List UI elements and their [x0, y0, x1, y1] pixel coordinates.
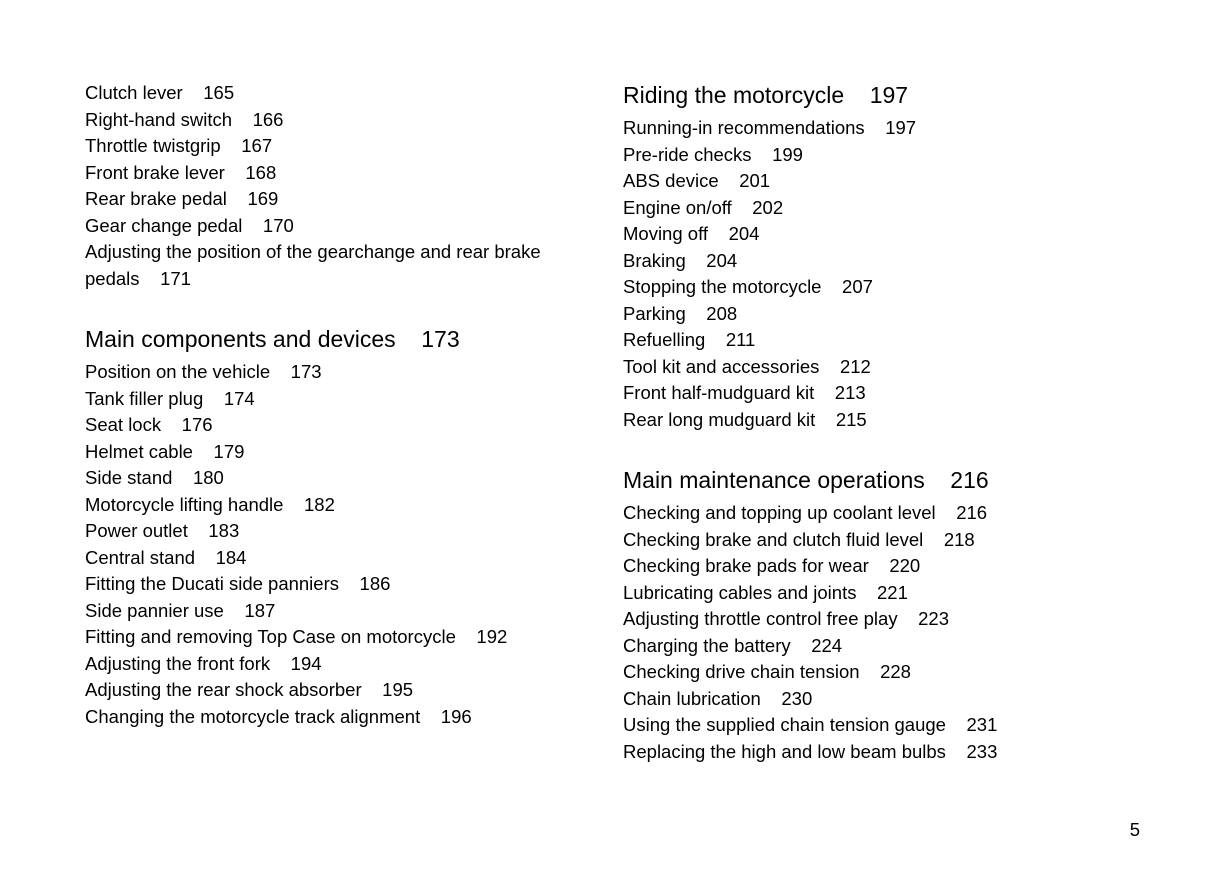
- toc-section-riding: [623, 80, 1123, 433]
- toc-entry: Seat lock 176: [85, 414, 213, 435]
- toc-entry: Moving off 204: [623, 223, 760, 244]
- toc-entry: Charging the battery 224: [623, 634, 843, 656]
- toc-entry: Checking and topping up coolant level 216: [623, 502, 988, 523]
- toc-entry: Refuelling 211: [623, 329, 756, 350]
- toc-entry: Parking 208: [623, 302, 738, 324]
- toc-entry: Gear change pedal 170: [85, 214, 294, 236]
- toc-entry: Right-hand switch 166: [85, 108, 284, 130]
- toc-entry: Using the supplied chain tension gauge 231: [623, 714, 998, 735]
- toc-entry: Adjusting the position of the gearchange and rear brake pedals 171: [85, 241, 546, 289]
- toc-continued-list: [85, 80, 585, 292]
- toc-entry: Tool kit and accessories 212: [623, 355, 871, 377]
- toc-entry: Clutch lever 165: [85, 82, 235, 103]
- toc-entry: Stopping the motorcycle 207: [623, 276, 873, 297]
- toc-entry: Replacing the high and low beam bulbs 233: [623, 740, 998, 762]
- toc-entry: Fitting the Ducati side panniers 186: [85, 573, 391, 594]
- toc-section-maintenance: [623, 465, 1123, 765]
- toc-left-column: [85, 80, 585, 730]
- toc-section-heading: Main maintenance operations 216: [623, 467, 989, 493]
- toc-entry: Side stand 180: [85, 467, 224, 488]
- toc-entry: Adjusting the front fork 194: [85, 652, 322, 674]
- toc-entry: Checking brake pads for wear 220: [623, 555, 921, 576]
- toc-entry: Rear long mudguard kit 215: [623, 408, 867, 430]
- page-number: 5: [1129, 818, 1140, 840]
- toc-entry: Checking drive chain tension 228: [623, 661, 911, 682]
- toc-entry: Braking 204: [623, 249, 738, 271]
- toc-entry: Adjusting the rear shock absorber 195: [85, 679, 414, 700]
- toc-entry: Chain lubrication 230: [623, 687, 813, 709]
- toc-entry: Helmet cable 179: [85, 440, 245, 462]
- toc-entry: Fitting and removing Top Case on motorcycle 192: [85, 626, 508, 647]
- toc-entry: Changing the motorcycle track alignment 196: [85, 705, 472, 727]
- toc-entry: Front brake lever 168: [85, 161, 277, 183]
- toc-entry: ABS device 201: [623, 170, 771, 191]
- toc-entry: Central stand 184: [85, 546, 247, 568]
- toc-entry: Position on the vehicle 173: [85, 361, 322, 382]
- toc-entry: Throttle twistgrip 167: [85, 135, 273, 156]
- toc-entry: Rear brake pedal 169: [85, 188, 279, 209]
- toc-section-heading: Riding the motorcycle 197: [623, 82, 909, 108]
- toc-right-column: [623, 80, 1123, 765]
- toc-entry: Pre-ride checks 199: [623, 143, 803, 165]
- toc-entry: Adjusting throttle control free play 223: [623, 608, 949, 629]
- toc-entry: Front half-mudguard kit 213: [623, 382, 866, 403]
- toc-entry: Engine on/off 202: [623, 196, 784, 218]
- toc-entry: Tank filler plug 174: [85, 387, 255, 409]
- toc-entry: Power outlet 183: [85, 520, 240, 541]
- toc-entry: Motorcycle lifting handle 182: [85, 493, 335, 515]
- toc-entry: Running-in recommendations 197: [623, 117, 917, 138]
- toc-entry: Lubricating cables and joints 221: [623, 581, 908, 603]
- toc-entry: Side pannier use 187: [85, 599, 276, 621]
- toc-entry: Checking brake and clutch fluid level 218: [623, 528, 975, 550]
- toc-section-main-components: [85, 324, 585, 730]
- toc-section-heading: Main components and devices 173: [85, 326, 460, 352]
